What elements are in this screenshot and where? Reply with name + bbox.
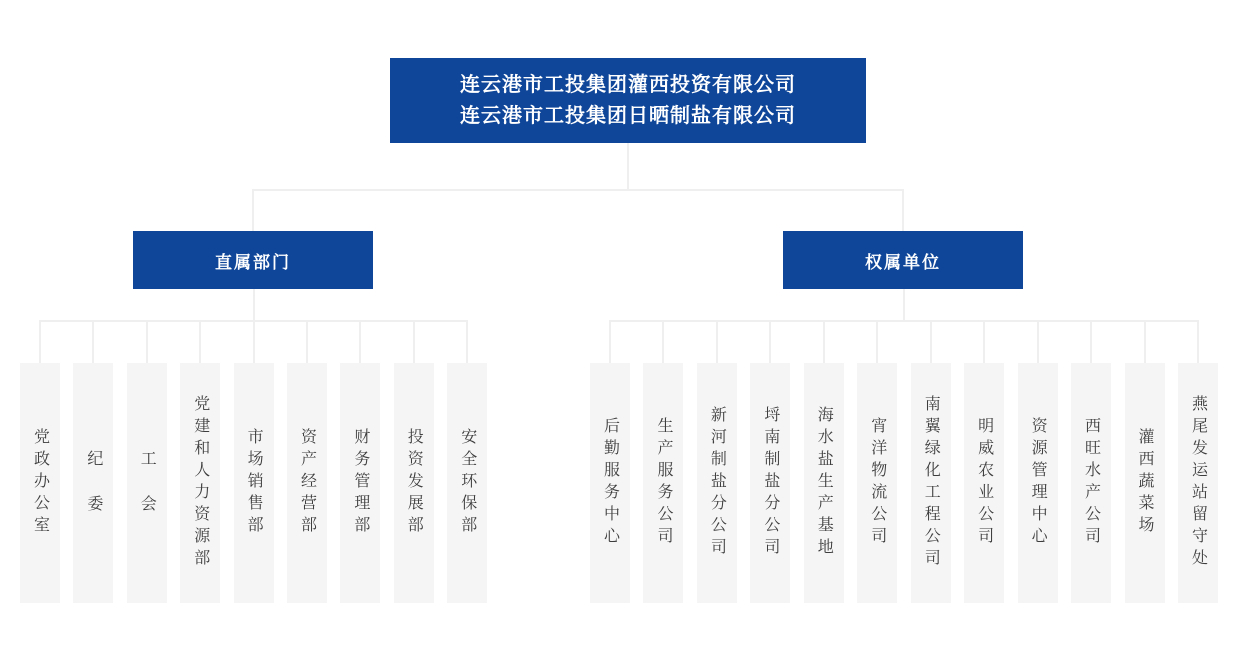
connector-child-stub: [1037, 321, 1039, 363]
connector-child-stub: [823, 321, 825, 363]
connector-child-stub: [1197, 321, 1199, 363]
connector-header-drop-departments: [253, 289, 255, 321]
unit-box: [964, 363, 1004, 603]
connector-child-stub: [716, 321, 718, 363]
department-box: [127, 363, 167, 603]
unit-label: 资源管理中心: [1029, 417, 1047, 549]
unit-box: [1178, 363, 1218, 603]
department-box: [234, 363, 274, 603]
unit-box: [1018, 363, 1058, 603]
department-label: 市场销售部: [245, 428, 263, 538]
root-company-box: [390, 58, 866, 143]
unit-box: [697, 363, 737, 603]
department-box: [340, 363, 380, 603]
unit-label: 明威农业公司: [975, 417, 993, 549]
unit-label: 西旺水产公司: [1082, 417, 1100, 549]
connector-child-stub: [306, 321, 308, 363]
connector-child-stub: [876, 321, 878, 363]
connector-header-drop-units: [903, 289, 905, 321]
connector-child-stub: [466, 321, 468, 363]
connector-top-rail: [252, 189, 904, 191]
department-box: [73, 363, 113, 603]
connector-child-stub: [413, 321, 415, 363]
unit-box: [1125, 363, 1165, 603]
department-label: 财务管理部: [351, 428, 369, 538]
department-box: [287, 363, 327, 603]
unit-box: [1071, 363, 1111, 603]
connector-child-stub: [253, 321, 255, 363]
department-box: [447, 363, 487, 603]
department-box: [180, 363, 220, 603]
connector-root-drop: [627, 143, 629, 191]
connector-child-stub: [359, 321, 361, 363]
unit-label: 后勤服务中心: [601, 417, 619, 549]
unit-box: [643, 363, 683, 603]
unit-label: 燕尾发运站留守处: [1189, 395, 1207, 571]
unit-label: 宵洋物流公司: [868, 417, 886, 549]
unit-label: 海水盐生产基地: [815, 406, 833, 560]
department-box: [394, 363, 434, 603]
connector-child-stub: [39, 321, 41, 363]
connector-child-stub: [92, 321, 94, 363]
department-label: 资产经营部: [298, 428, 316, 538]
root-company-name-line1: 连云港市工投集团灌西投资有限公司: [460, 73, 796, 96]
connector-child-stub: [199, 321, 201, 363]
department-label: 党建和人力资源部: [191, 395, 209, 571]
branch-header-direct-departments: 直属部门: [133, 231, 373, 289]
unit-box: [750, 363, 790, 603]
connector-child-stub: [1090, 321, 1092, 363]
unit-box: [911, 363, 951, 603]
connector-branch-drop-right: [902, 189, 904, 231]
unit-box: [857, 363, 897, 603]
unit-label: 新河制盐分公司: [708, 406, 726, 560]
connector-branch-drop-left: [252, 189, 254, 231]
unit-label: 生产服务公司: [654, 417, 672, 549]
department-label: 投资发展部: [405, 428, 423, 538]
department-label: 工 会: [138, 449, 156, 517]
connector-child-stub: [662, 321, 664, 363]
connector-child-stub: [1144, 321, 1146, 363]
connector-child-stub: [609, 321, 611, 363]
connector-child-stub: [769, 321, 771, 363]
unit-box: [590, 363, 630, 603]
branch-header-subsidiary-units: 权属单位: [783, 231, 1023, 289]
department-box: [20, 363, 60, 603]
unit-label: 南翼绿化工程公司: [922, 395, 940, 571]
unit-box: [804, 363, 844, 603]
unit-label: 灌西蔬菜场: [1136, 428, 1153, 538]
department-label: 安全环保部: [458, 428, 476, 538]
connector-child-stub: [930, 321, 932, 363]
connector-child-stub: [983, 321, 985, 363]
department-label: 党政办公室: [31, 428, 49, 538]
connector-child-rail-units: [609, 320, 1199, 322]
unit-label: 埒南制盐分公司: [761, 406, 779, 560]
root-company-name-line2: 连云港市工投集团日晒制盐有限公司: [460, 104, 796, 127]
department-label: 纪 委: [84, 449, 102, 517]
connector-child-stub: [146, 321, 148, 363]
